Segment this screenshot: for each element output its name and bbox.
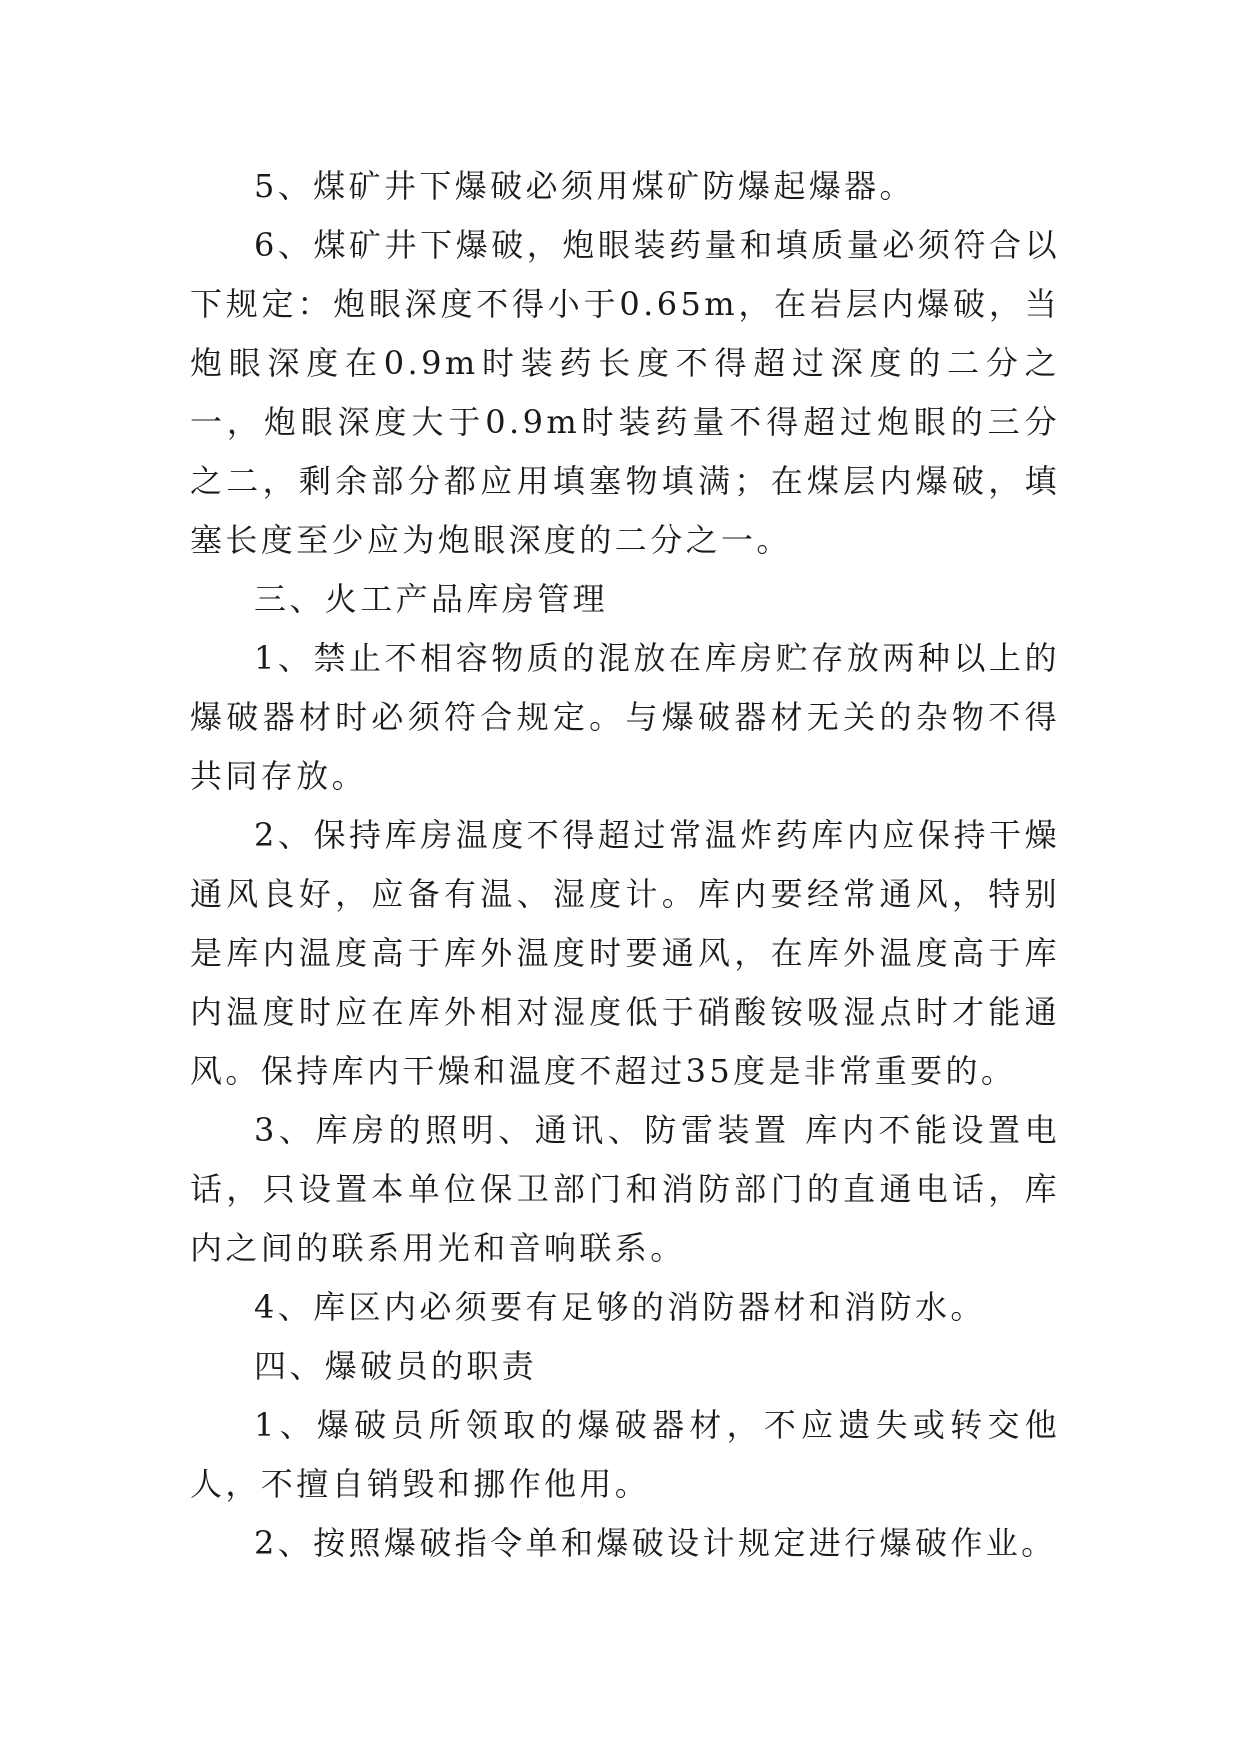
paragraph-warehouse-item-1: 1、禁止不相容物质的混放在库房贮存放两种以上的爆破器材时必须符合规定。与爆破器材无关的杂物不得共同存放。 — [190, 639, 1060, 795]
paragraph-warehouse-item-4: 4、库区内必须要有足够的消防器材和消防水。 — [254, 1288, 986, 1326]
paragraph-item-5-detonator: 5、煤矿井下爆破必须用煤矿防爆起爆器。 — [254, 167, 915, 205]
paragraph-duties-item-2: 2、按照爆破指令单和爆破设计规定进行爆破作业。 — [254, 1524, 1057, 1562]
section-heading-warehouse: 三、火工产品库房管理 — [254, 580, 609, 618]
document-body — [190, 157, 1060, 1573]
paragraph-duties-item-1: 1、爆破员所领取的爆破器材，不应遗失或转交他人，不擅自销毁和挪作他用。 — [190, 1406, 1060, 1503]
section-heading-blaster-duties: 四、爆破员的职责 — [254, 1347, 538, 1385]
paragraph-item-6-charge-rules: 6、煤矿井下爆破，炮眼装药量和填质量必须符合以下规定：炮眼深度不得小于0.65m，在岩层内爆破，当炮眼深度在0.9m时装药长度不得超过深度的二分之一，炮眼深度大于0.9m时装药量不得超过炮眼的三分之二，剩余部分都应用填塞物填满；在煤层内爆破，填塞长度至少应为炮眼深度的二分之一。 — [190, 226, 1060, 559]
paragraph-warehouse-item-2: 2、保持库房温度不得超过常温炸药库内应保持干燥通风良好，应备有温、湿度计。库内要经常通风，特别是库内温度高于库外温度时要通风，在库外温度高于库内温度时应在库外相对湿度低于硝酸铵吸湿点时才能通风。保持库内干燥和温度不超过35度是非常重要的。 — [190, 816, 1060, 1090]
paragraph-warehouse-item-3: 3、库房的照明、通讯、防雷装置 库内不能设置电话，只设置本单位保卫部门和消防部门的直通电话，库内之间的联系用光和音响联系。 — [190, 1111, 1060, 1267]
